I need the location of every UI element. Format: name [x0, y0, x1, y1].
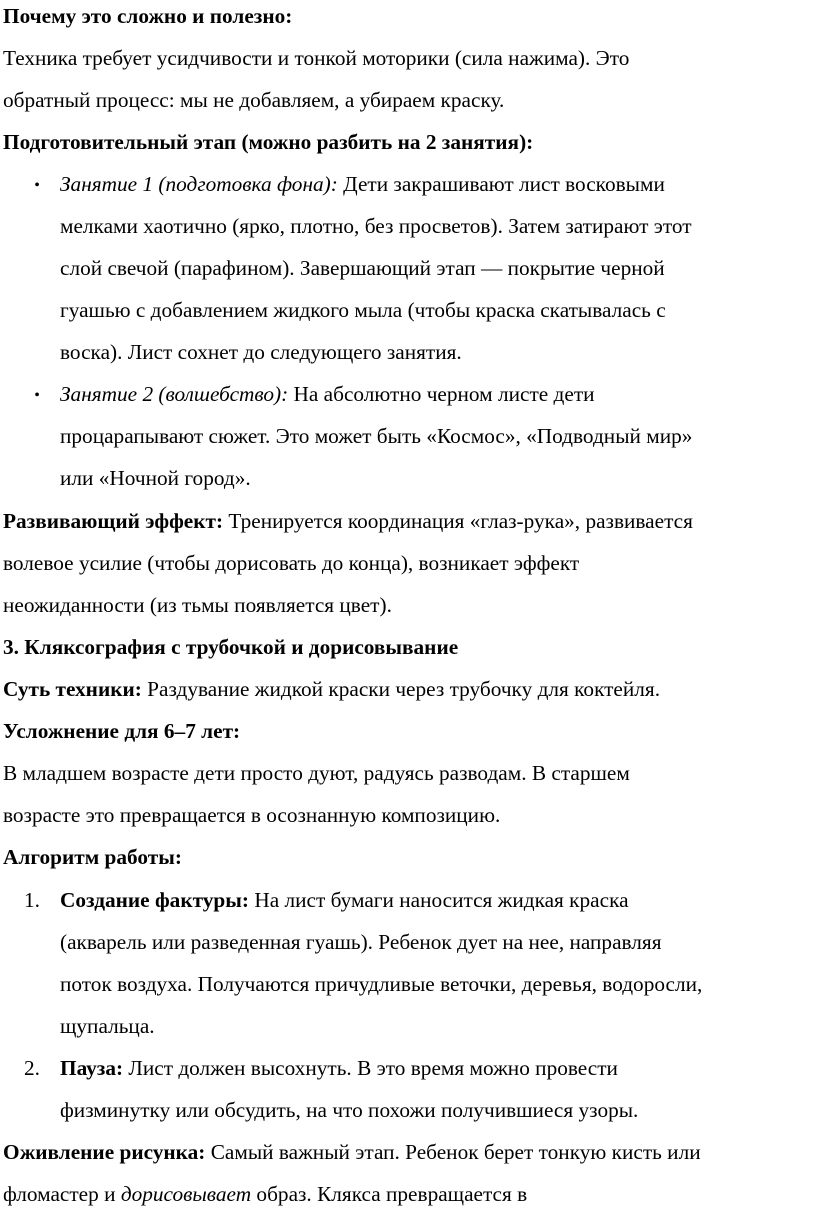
bullet-icon: •	[34, 387, 40, 404]
essence-line	[3, 668, 806, 710]
prep-item-1-line: слой свечой (парафином). Завершающий этап — покрытие черной	[60, 256, 665, 280]
prep-heading: Подготовительный этап (можно разбить на 2 занятия):	[3, 130, 534, 154]
step-2-label: Пауза:	[60, 1056, 124, 1080]
prep-item-1-line: воска). Лист сохнет до следующего занятия.	[60, 340, 462, 364]
bullet-icon: •	[34, 177, 40, 194]
essence-text: Раздувание жидкой краски через трубочку для коктейля.	[141, 677, 661, 701]
revival-line-1	[3, 1131, 806, 1173]
step-2-first-line	[60, 1047, 806, 1089]
revival-label: Оживление рисунка:	[3, 1140, 206, 1164]
step-2-line: физминутку или обсудить, на что похожи получившиеся узоры.	[60, 1098, 639, 1122]
step-1-line: (акварель или разведенная гуашь). Ребенок дует на нее, направляя	[60, 930, 662, 954]
prep-item-2-line: процарапывают сюжет. Это может быть «Космос», «Подводный мир»	[60, 424, 693, 448]
effect-line-1	[3, 500, 806, 542]
why-heading: Почему это сложно и полезно:	[3, 4, 293, 28]
effect-text: Тренируется координация «глаз-рука», развивается	[223, 509, 693, 533]
step-1-first-line	[60, 879, 806, 921]
prep-item-2-text: На абсолютно черном листе дети	[288, 382, 595, 406]
revival-text: Самый важный этап. Ребенок берет тонкую кисть или	[205, 1140, 701, 1164]
algorithm-heading: Алгоритм работы:	[3, 845, 182, 869]
complication-line-2: возрасте это превращается в осознанную композицию.	[3, 803, 501, 827]
revival-line-2	[3, 1173, 806, 1215]
revival-line-2-start: фломастер и	[3, 1182, 121, 1206]
step-1-line: поток воздуха. Получаются причудливые веточки, деревья, водоросли,	[60, 972, 703, 996]
effect-line-3: неожиданности (из тьмы появляется цвет).	[3, 593, 392, 617]
essence-label: Суть техники:	[3, 677, 142, 701]
prep-item-1-text: Дети закрашивают лист восковыми	[337, 172, 665, 196]
effect-line-2: волевое усилие (чтобы дорисовать до конца), возникает эффект	[3, 551, 580, 575]
step-1-number: 1.	[24, 888, 40, 912]
revival-emphasis: дорисовывает	[120, 1182, 252, 1206]
prep-item-2-line: или «Ночной город».	[60, 466, 251, 490]
why-line-2: обратный процесс: мы не добавляем, а убираем краску.	[3, 88, 505, 112]
why-line-1: Техника требует усидчивости и тонкой моторики (сила нажима). Это	[3, 46, 630, 70]
effect-label: Развивающий эффект:	[3, 509, 224, 533]
prep-item-1-line: мелками хаотично (ярко, плотно, без просветов). Затем затирают этот	[60, 214, 692, 238]
prep-item-2-first-line	[60, 373, 806, 415]
prep-item-2-label: Занятие 2 (волшебство):	[60, 382, 289, 406]
step-2-text: Лист должен высохнуть. В это время можно провести	[123, 1056, 618, 1080]
complication-line-1: В младшем возрасте дети просто дуют, радуясь разводам. В старшем	[3, 761, 630, 785]
prep-item-1-label: Занятие 1 (подготовка фона):	[60, 172, 338, 196]
step-1-text: На лист бумаги наносится жидкая краска	[249, 888, 629, 912]
prep-item-1-first-line	[60, 163, 806, 205]
section-3-heading: 3. Кляксография с трубочкой и дорисовывание	[3, 635, 459, 659]
prep-item-1-line: гуашью с добавлением жидкого мыла (чтобы краска скатывалась с	[60, 298, 666, 322]
revival-line-2-end: образ. Клякса превращается в	[251, 1182, 528, 1206]
step-1-label: Создание фактуры:	[60, 888, 249, 912]
step-2-number: 2.	[24, 1056, 40, 1080]
complication-heading: Усложнение для 6–7 лет:	[3, 719, 241, 743]
step-1-line: щупальца.	[60, 1014, 155, 1038]
